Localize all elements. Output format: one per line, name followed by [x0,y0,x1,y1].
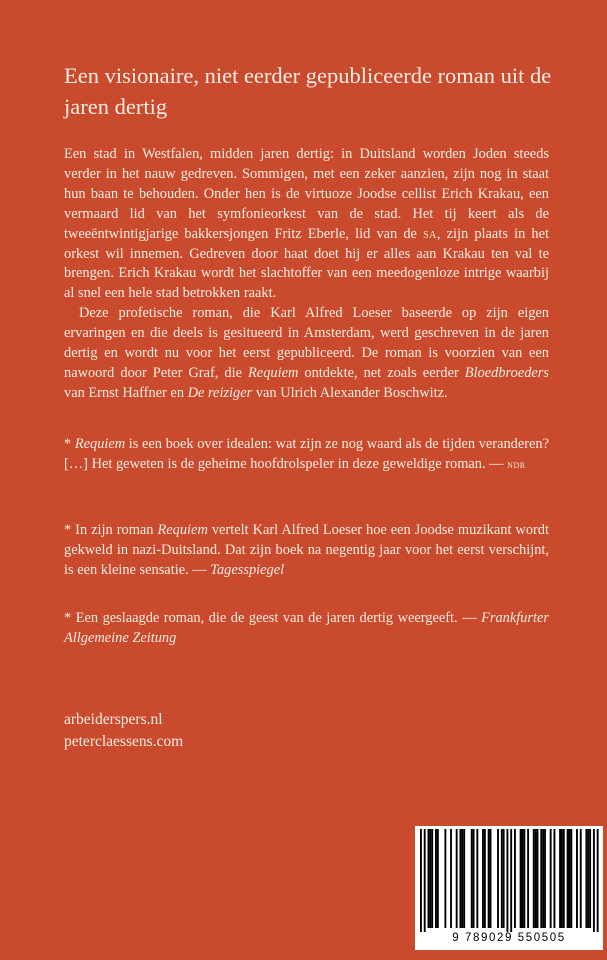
quote-2-dash: — [188,561,211,578]
barcode-bar [510,829,512,932]
barcode-bar [537,829,539,928]
headline: Een visionaire, niet eerder gepubliceerde roman uit de jaren dertig [64,63,552,119]
isbn-barcode [415,826,603,950]
blurb-paragraph-2 [64,304,549,404]
barcode-bar [527,829,529,928]
quote-3-text: Een geslaagde roman, die de geest van de jaren dertig weergeeft. [75,610,458,626]
barcode-bar [484,829,486,928]
barcode-bar [597,829,599,932]
quote-1-source: ndr [507,458,526,471]
barcode-bar [522,829,524,928]
barcode-bar [563,829,565,928]
barcode-bar [429,829,431,928]
quote-3-source: Frankfurter Allgemeine Zeitung [64,610,550,646]
barcode-bar [520,829,522,928]
quote-2-title: Requiem [157,522,208,538]
barcode-bar [585,829,587,928]
quote-3-prefix: * [64,610,76,626]
review-quote-1 [64,435,549,476]
barcode-bar [587,829,589,928]
barcode-bar [463,829,465,928]
quote-1-prefix: * [64,436,75,452]
quote-2-prefix: * In zijn roman [64,522,158,538]
barcode-bar [488,829,490,928]
blurb-p2-text-b: ontdekte, net zoals eerder [298,364,465,381]
barcode-bar [435,829,437,928]
quote-2-source: Tagesspiegel [210,561,285,578]
quote-2-text: vertelt Karl Alfred Loeser hoe een Joodse muzikant wordt gekweld in nazi-Duitsland. Dat zijn boek na negentig jaar voor het eerst verschijnt, is een kleine sensatie. [64,522,550,578]
barcode-bar [561,829,563,928]
barcode-bar [431,829,433,928]
barcode-bar [523,829,525,928]
sa-abbreviation: sa [423,225,437,242]
title-requiem: Requiem [248,364,299,381]
barcode-bar [593,829,595,932]
barcode-bar [553,829,555,928]
barcode-bar [540,829,542,928]
quote-1-title: Requiem [74,436,126,452]
barcode-bar [428,829,430,928]
barcode-bar [437,829,439,928]
barcode-bar [569,829,571,928]
isbn-number: 9 789029 550505 [452,932,566,944]
barcode-bar [497,829,499,928]
blurb-paragraph-1 [64,145,549,304]
blurb-p1-text-b: , zijn plaats in het orkest wil innemen. Gedreven door haat doet hij er alles aan Krakau ten val te brengen. Erich Krakau wordt het slachtoffer van een meedogenloze intrige waarbij al snel een hele stad betrokken raakt. [64,225,549,302]
barcode-bars [415,826,603,932]
barcode-bar [420,829,422,932]
blurb [64,145,549,404]
publisher-link-arbeiderspers[interactable]: arbeiderspers.nl [64,711,163,728]
quote-3-dash: — [457,610,482,626]
review-quote-3 [64,609,549,649]
barcode-bar [559,829,561,928]
barcode-bar [503,829,505,928]
barcode-bar [476,829,478,928]
barcode-bar [514,829,516,928]
barcode-bar [576,829,578,928]
publisher-links [64,709,183,753]
barcode-bar [471,829,473,928]
barcode-bar [482,829,484,928]
barcode-bar [473,829,475,928]
barcode-bar [542,829,544,928]
barcode-bar [550,829,552,928]
review-quote-2 [64,521,549,581]
quote-1-dash: — [485,455,508,472]
blurb-p2-text-d: van Ulrich Alexander Boschwitz. [252,384,448,401]
quote-1-text: is een boek over idealen: wat zijn ze nog waard als de tijden veranderen? […] Het geweten is de geheime hoofdrolspeler in deze geweldige roman. [64,436,550,472]
barcode-bar [450,829,452,928]
publisher-link-peterclaessens[interactable]: peterclaessens.com [64,733,184,750]
barcode-bar [535,829,537,928]
barcode-bar [533,829,535,928]
title-de-reiziger: De reiziger [187,384,253,401]
barcode-bar [424,829,426,932]
blurb-p2-text-c: van Ernst Haffner en [64,384,188,401]
barcode-bar [444,829,446,928]
barcode-bar [501,829,503,928]
barcode-bar [461,829,463,928]
barcode-bar [506,829,508,932]
barcode-bar [580,829,582,928]
barcode-bar [456,829,458,928]
barcode-bar [544,829,546,928]
blurb-p2-text-a: Deze profetische roman, die Karl Alfred Loeser baseerde op zijn eigen ervaringen en die deels is gesitueerd in Amsterdam, werd geschreven in de jaren dertig en wordt nu voor het eerst gepubliceerd. De roman is voorzien van een nawoord door Peter Graf, die [64,305,549,381]
barcode-bar [567,829,569,928]
barcode-bar [459,829,461,928]
blurb-p1-text-a: Een stad in Westfalen, midden jaren dertig: in Duitsland worden Joden steeds verder in het nauw gedreven. Sommigen, met een zeker aanzien, zijn nog in staat hun baan te behouden. Onder hen is de virtuoze Joodse cellist Erich Krakau, een vermaard lid van het symfonieorkest van de stad. Het tij keert als de tweeëntwintigjarige bakkersjongen Fritz Eberle, lid van de [64,146,549,242]
barcode-bar [570,829,572,928]
barcode-bar [589,829,591,928]
barcode-bar [490,829,492,928]
title-bloedbroeders: Bloedbroeders [464,364,549,381]
